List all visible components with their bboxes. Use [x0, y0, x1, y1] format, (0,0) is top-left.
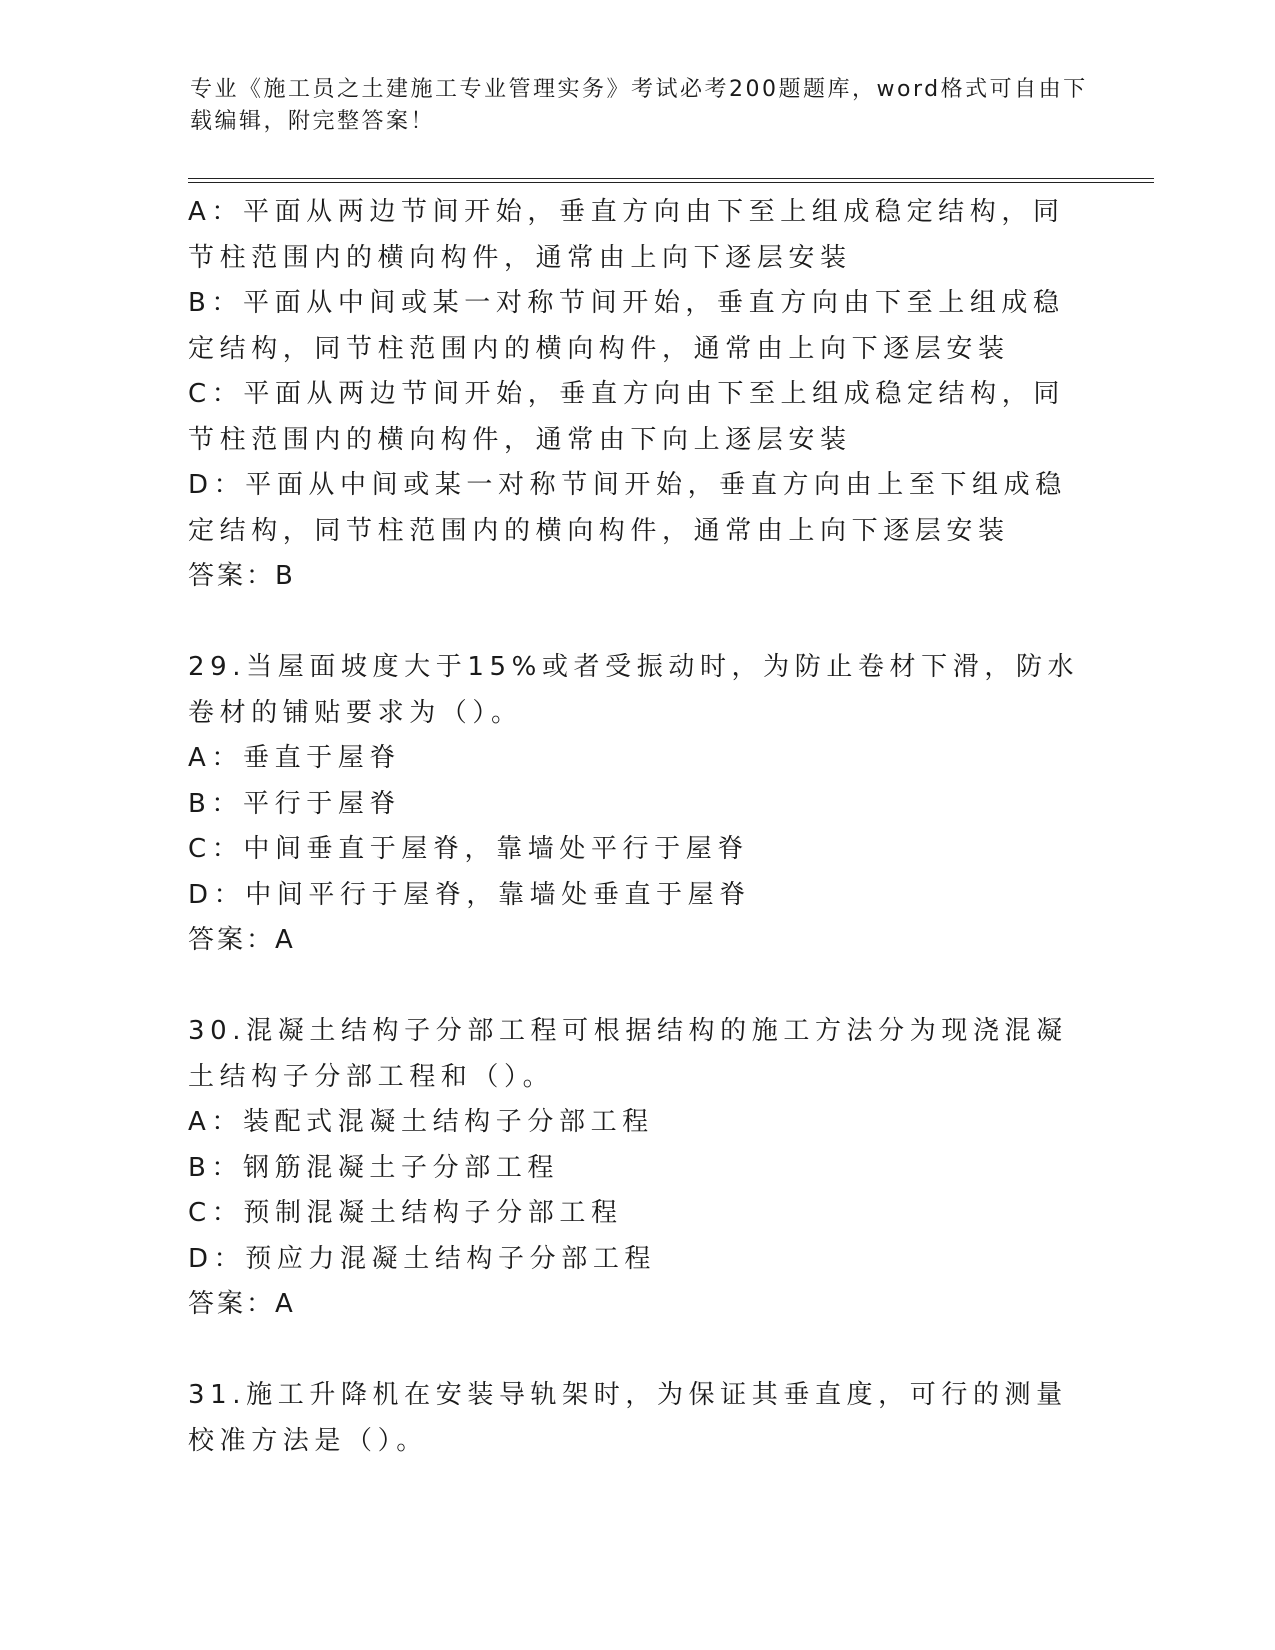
question-29: [188, 645, 1088, 964]
option-c: C：预制混凝土结构子分部工程: [188, 1198, 623, 1228]
option-d: D：预应力混凝土结构子分部工程: [188, 1243, 657, 1274]
question-stem: 31.施工升降机在安装导轨架时，为保证其垂直度，可行的测量校准方法是（）。: [188, 1380, 1068, 1456]
option-a: A：垂直于屋脊: [188, 743, 401, 773]
question-28-continued: [188, 190, 1088, 600]
header-double-rule: [188, 178, 1154, 183]
question-31: [188, 1373, 1088, 1464]
document-body: [188, 190, 1088, 1464]
option-b: B：平面从中间或某一对称节间开始，垂直方向由下至上组成稳定结构，同节柱范围内的横向构件，通常由上向下逐层安装: [188, 288, 1065, 364]
option-b: B：平行于屋脊: [188, 788, 402, 819]
question-stem: 30.混凝土结构子分部工程可根据结构的施工方法分为现浇混凝土结构子分部工程和（）。: [188, 1016, 1068, 1092]
answer-line: 答案：B: [188, 561, 296, 591]
spacer: [188, 1328, 1088, 1374]
option-a: A：平面从两边节间开始，垂直方向由下至上组成稳定结构，同节柱范围内的横向构件，通常由上向下逐层安装: [188, 197, 1065, 273]
question-stem: 29.当屋面坡度大于15%或者受振动时，为防止卷材下滑，防水卷材的铺贴要求为（）。: [188, 652, 1080, 728]
option-d: D：平面从中间或某一对称节间开始，垂直方向由上至下组成稳定结构，同节柱范围内的横向构件，通常由上向下逐层安装: [188, 470, 1067, 546]
spacer: [188, 964, 1088, 1010]
option-c: C：中间垂直于屋脊，靠墙处平行于屋脊: [188, 834, 749, 864]
document-header: 专业《施工员之土建施工专业管理实务》考试必考200题题库，word格式可自由下载编辑，附完整答案！: [190, 77, 1088, 134]
option-b: B：钢筋混凝土子分部工程: [188, 1152, 560, 1183]
option-c: C：平面从两边节间开始，垂直方向由下至上组成稳定结构，同节柱范围内的横向构件，通常由下向上逐层安装: [188, 379, 1065, 455]
answer-line: 答案：A: [188, 1289, 296, 1319]
option-d: D：中间平行于屋脊，靠墙处垂直于屋脊: [188, 879, 751, 910]
option-a: A：装配式混凝土结构子分部工程: [188, 1107, 654, 1137]
answer-line: 答案：A: [188, 925, 296, 955]
spacer: [188, 600, 1088, 646]
question-30: [188, 1009, 1088, 1328]
